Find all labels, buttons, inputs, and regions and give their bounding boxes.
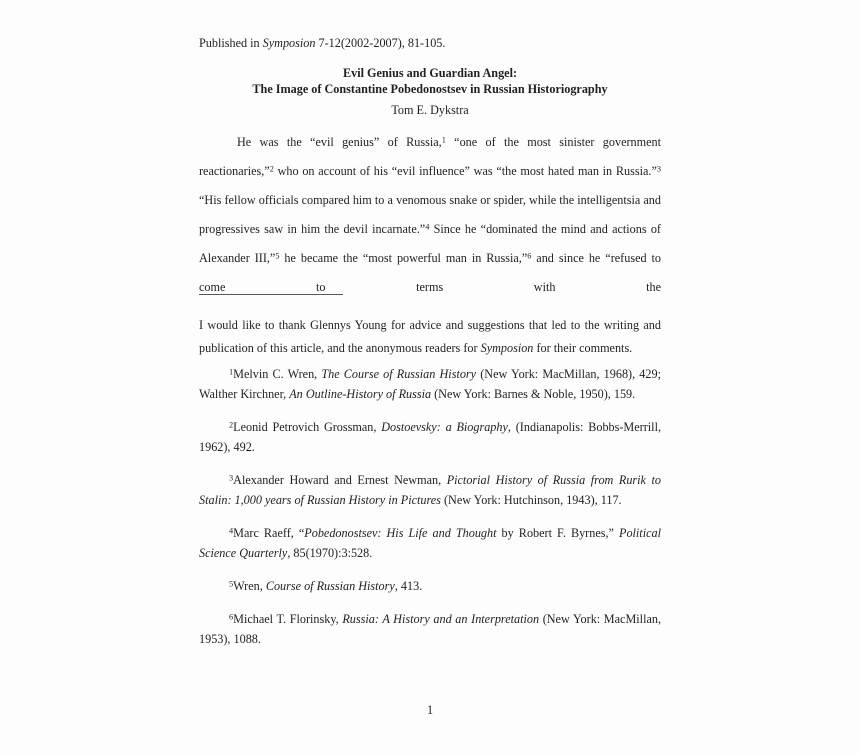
text-run: by Robert F. Byrnes,” — [496, 526, 619, 540]
footnote-item — [199, 576, 661, 596]
footnote-item — [199, 523, 661, 563]
text-run: He was the “evil genius” of Russia, — [237, 135, 442, 149]
footnote-item — [199, 609, 661, 649]
body-paragraph — [199, 128, 661, 331]
footnote-marker: 3 — [656, 164, 661, 174]
italic-title: An Outline-History of Russia — [289, 387, 432, 401]
italic-title: Political Science Quarterly — [199, 526, 661, 560]
footnote-number: 4 — [229, 526, 234, 536]
italic-title: Dostoevsky: a Biography — [381, 420, 508, 434]
footnote-number: 6 — [229, 612, 234, 622]
footnote-marker: 6 — [527, 251, 532, 261]
footnote-marker: 4 — [425, 222, 430, 232]
footnote-marker: 5 — [275, 251, 280, 261]
publication-line — [199, 35, 661, 51]
text-run: Wren, — [233, 579, 266, 593]
italic-title: Pictorial History of Russia from Rurik to Stalin: 1,000 years of Russian History in Pictures — [199, 473, 661, 507]
text-run: who on account of his “evil influence” was “the most hated man in Russia.” — [273, 164, 657, 178]
italic-title: Symposion — [480, 341, 534, 355]
footnote-number: 1 — [229, 367, 234, 377]
italic-title: Russia: A History and an Interpretation — [342, 612, 540, 626]
text-run: “His fellow officials compared him to a venomous snake or spider, while the intelligentsia and progressives saw in him the devil incarnate.” — [199, 193, 661, 236]
footnote-separator-rule — [199, 294, 343, 295]
title-line-1: Evil Genius and Guardian Angel: — [342, 66, 518, 80]
author-name: Tom E. Dykstra — [391, 103, 469, 117]
text-run: Alexander Howard and Ernest Newman, — [233, 473, 447, 487]
text-run: (New York: Hutchinson, 1943), 117. — [440, 493, 622, 507]
text-run: , 85(1970):3:528. — [287, 546, 373, 560]
publication-suffix: 7-12(2002-2007), 81-105. — [315, 36, 446, 50]
acknowledgment-note — [199, 314, 661, 360]
footnote-number: 5 — [229, 579, 234, 589]
page-number: 1 — [426, 703, 434, 717]
text-run: Leonid Petrovich Grossman, — [233, 420, 382, 434]
italic-title: Course of Russian History — [265, 579, 395, 593]
text-run: , (Indianapolis: Bobbs-Merrill, 1962), 492. — [199, 420, 662, 454]
text-run: (New York: MacMillan, 1953), 1088. — [199, 612, 662, 646]
text-run: Since he “dominated the mind and actions of Alexander III,” — [199, 222, 661, 265]
text-run: (New York: MacMillan, 1968), 429; Walther Kirchner, — [199, 367, 661, 401]
italic-title: The Course of Russian History — [321, 367, 477, 381]
footnote-list — [199, 364, 661, 649]
footnote-item — [199, 364, 661, 404]
text-run: for their comments. — [533, 341, 633, 355]
publication-prefix: Published in — [199, 36, 263, 50]
italic-title: Pobedonostsev: His Life and Thought — [304, 526, 497, 540]
text-run: I would like to thank Glennys Young for advice and suggestions that led to the writing and publication of this article, and the anonymous readers for — [199, 318, 661, 355]
footnote-item — [199, 470, 661, 510]
footnote-item — [199, 417, 661, 457]
text-run: Melvin C. Wren, — [233, 367, 322, 381]
footnote-marker: 1 — [441, 135, 446, 145]
text-run: , 413. — [394, 579, 423, 593]
text-run: he became the “most powerful man in Russia,” — [279, 251, 528, 265]
text-run: “one of the most sinister government reactionaries,” — [199, 135, 662, 178]
text-run: Michael T. Florinsky, — [233, 612, 343, 626]
text-run: (New York: Barnes & Noble, 1950), 159. — [431, 387, 636, 401]
text-run: Marc Raeff, “ — [233, 526, 305, 540]
footnote-marker: 2 — [269, 164, 274, 174]
footnote-number: 3 — [229, 473, 234, 483]
text-run: and since he “refused to come to terms with the — [199, 251, 661, 294]
page-title — [199, 66, 661, 97]
publication-journal-name: Symposion — [262, 36, 316, 50]
title-line-2: The Image of Constantine Pobedonostsev in Russian Historiography — [252, 81, 608, 96]
footnote-number: 2 — [229, 420, 234, 430]
